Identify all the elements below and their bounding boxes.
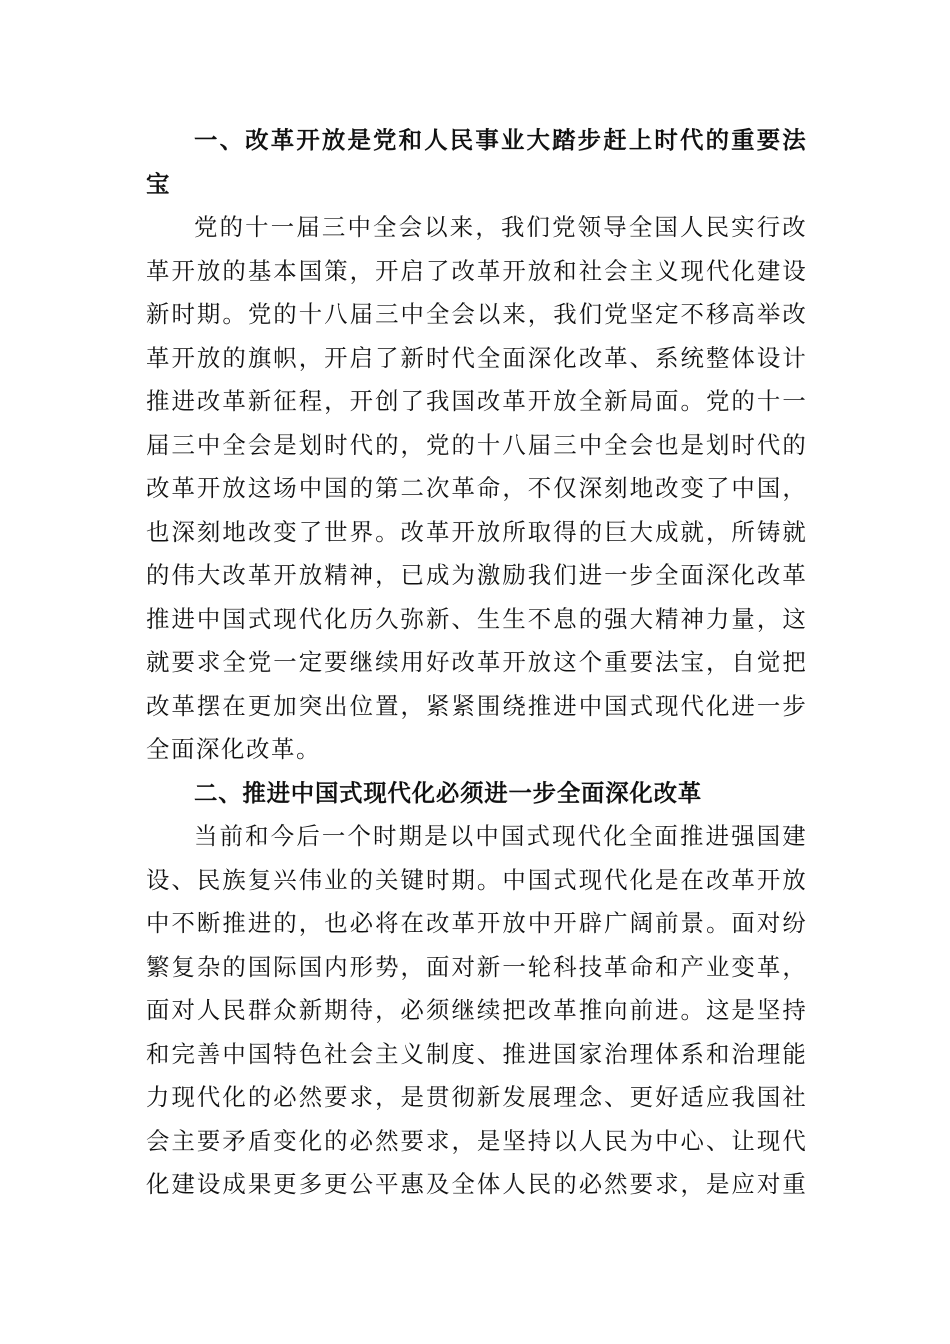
paragraph-line: 设 、 民 族 复 兴 伟 业 的 关 键 时 期 。 中 国 式 现 代 化 是 在 改 革 开 放 [146, 865, 806, 894]
paragraph-line: 力 现 代 化 的 必 然 要 求 ， 是 贯 彻 新 发 展 理 念 、 更 好 适 应 我 国 社 [146, 1083, 806, 1111]
paragraph-line: 会 主 要 矛 盾 变 化 的 必 然 要 求 ， 是 坚 持 以 人 民 为 中 心 、 让 现 代 [146, 1126, 806, 1155]
paragraph-line: 当 前 和 今 后 一 个 时 期 是 以 中 国 式 现 代 化 全 面 推 进 强 国 建 [194, 822, 806, 850]
paragraph-line: 革 开 放 的 基 本 国 策 ， 开 启 了 改 革 开 放 和 社 会 主 义 现 代 化 建 设 [146, 256, 806, 285]
section-heading-line: 一 、 改 革 开 放 是 党 和 人 民 事 业 大 踏 步 赶 上 时 代 的 重 要 法 [194, 126, 806, 154]
paragraph-line: 革 开 放 的 旗 帜 ， 开 启 了 新 时 代 全 面 深 化 改 革 、 系 统 整 体 设 计 [146, 343, 806, 372]
paragraph-line: 的 伟 大 改 革 开 放 精 神 ， 已 成 为 激 励 我 们 进 一 步 全 面 深 化 改 革 [146, 561, 806, 589]
paragraph-line: 化 建 设 成 果 更 多 更 公 平 惠 及 全 体 人 民 的 必 然 要 求 ， 是 应 对 重 [146, 1170, 806, 1198]
paragraph-line: 党 的 十 一 届 三 中 全 会 以 来 ， 我 们 党 领 导 全 国 人 民 实 行 改 [194, 213, 806, 241]
paragraph-line: 改 革 摆 在 更 加 突 出 位 置 ， 紧 紧 围 绕 推 进 中 国 式 现 代 化 进 一 步 [146, 691, 806, 720]
paragraph-line: 届 三 中 全 会 是 划 时 代 的 ， 党 的 十 八 届 三 中 全 会 也 是 划 时 代 的 [146, 430, 806, 459]
paragraph-line: 和 完 善 中 国 特 色 社 会 主 义 制 度 、 推 进 国 家 治 理 体 系 和 治 理 能 [146, 1039, 806, 1068]
paragraph-line: 新 时 期 。 党 的 十 八 届 三 中 全 会 以 来 ， 我 们 党 坚 定 不 移 高 举 改 [146, 300, 806, 328]
paragraph-line: 全面深化改革。 [146, 735, 321, 763]
paragraph-line: 推 进 中 国 式 现 代 化 历 久 弥 新 、 生 生 不 息 的 强 大 精 神 力 量 ， 这 [146, 604, 806, 633]
section-heading-line: 二、推进中国式现代化必须进一步全面深化改革 [194, 778, 703, 807]
document-page [146, 119, 806, 1207]
paragraph-line: 面 对 人 民 群 众 新 期 待 ， 必 须 继 续 把 改 革 推 向 前 进 。 这 是 坚 持 [146, 996, 806, 1024]
paragraph-line: 推 进 改 革 新 征 程 ， 开 创 了 我 国 改 革 开 放 全 新 局 面 。 党 的 十 一 [146, 387, 806, 415]
paragraph-line: 也 深 刻 地 改 变 了 世 界 。 改 革 开 放 所 取 得 的 巨 大 成 就 ， 所 铸 就 [146, 517, 806, 546]
paragraph-line: 就 要 求 全 党 一 定 要 继 续 用 好 改 革 开 放 这 个 重 要 法 宝 ， 自 觉 把 [146, 648, 806, 676]
paragraph-line: 繁 复 杂 的 国 际 国 内 形 势 ， 面 对 新 一 轮 科 技 革 命 和 产 业 变 革 ， [146, 952, 806, 981]
paragraph-line: 改 革 开 放 这 场 中 国 的 第 二 次 革 命 ， 不 仅 深 刻 地 改 变 了 中 国 ， [146, 474, 806, 502]
paragraph-line: 中 不 断 推 进 的 ， 也 必 将 在 改 革 开 放 中 开 辟 广 阔 前 景 。 面 对 纷 [146, 909, 806, 937]
section-heading-line: 宝 [146, 169, 171, 198]
